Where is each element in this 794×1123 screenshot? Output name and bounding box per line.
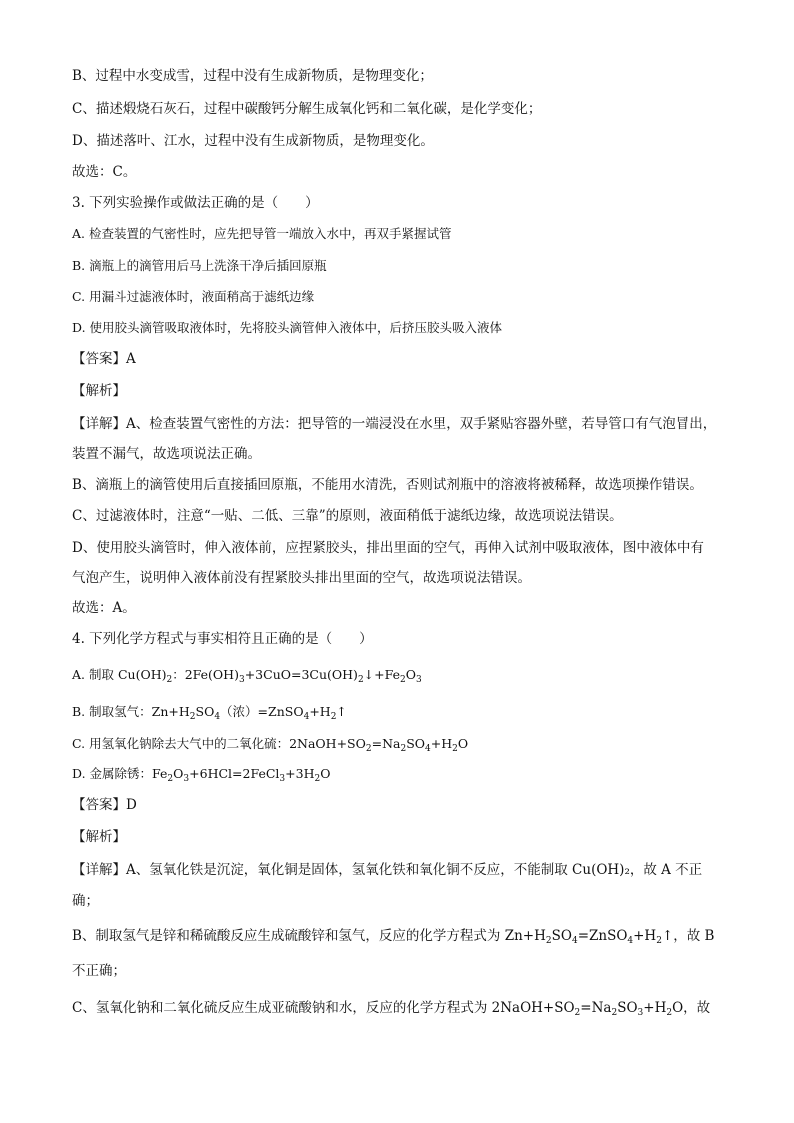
- detail-text: ，故: [683, 1000, 711, 1016]
- detail-line: C、过滤液体时，注意“一贴、二低、三靠”的原则，液面稍低于滤纸边缘，故选项说法错误。: [72, 508, 623, 524]
- text-line: 故选：C。: [72, 164, 137, 180]
- answer-value: D: [126, 797, 137, 813]
- option-text: D. 金属除锈：: [72, 766, 153, 781]
- option-a: A. 检查装置的气密性时，应先把导管一端放入水中，再双手紧握试管: [72, 226, 452, 241]
- detail-line: 气泡产生，说明伸入液体前没有捏紧胶头排出里面的空气，故选项说法错误。: [72, 570, 531, 586]
- detail-line: B、制取氢气是锌和稀硫酸反应生成硫酸锌和氢气，反应的化学方程式为 $Zn+H_2SO_4=ZnSO_4+H_2↑$，故 B: [72, 928, 715, 946]
- answer-line: [72, 349, 136, 369]
- option-text: B. 制取氢气：: [72, 704, 152, 719]
- option-a: A. 制取 $Cu(OH)_2$：$2Fe(OH)_3+3CuO=3Cu(OH)_2↓+Fe_2O_3$: [72, 667, 422, 685]
- detail-line: 【详解】A、检查装置气密性的方法：把导管的一端浸没在水里，双手紧贴容器外壁，若导管口有气泡冒出，: [72, 416, 717, 432]
- detail-line: 确；: [72, 893, 99, 909]
- answer-label: 【答案】: [72, 797, 126, 813]
- text-line: B、过程中水变成雪，过程中没有生成新物质，是物理变化；: [72, 68, 433, 84]
- detail-line: D、使用胶头滴管时，伸入液体前，应捏紧胶头，排出里面的空气，再伸入试剂中吸取液体，图中液体中有: [72, 540, 704, 556]
- analysis-label: 【解析】: [72, 829, 126, 845]
- answer-label: 【答案】: [72, 351, 126, 367]
- option-text: （浓）=: [220, 704, 269, 719]
- answer-value: A: [126, 351, 136, 367]
- detail-line: C、氢氧化钠和二氧化硫反应生成亚硫酸钠和水，反应的化学方程式为 $2NaOH+SO_2=Na_2SO_3+H_2O$，故: [72, 1000, 711, 1018]
- answer-line: [72, 795, 137, 815]
- detail-text: B、制取氢气是锌和稀硫酸反应生成硫酸锌和氢气，反应的化学方程式为: [72, 928, 505, 944]
- question-3: 3. 下列实验操作或做法正确的是（ ）: [72, 195, 319, 211]
- text-line: C、描述煅烧石灰石，过程中碳酸钙分解生成氧化钙和二氧化碳，是化学变化；: [72, 101, 542, 117]
- option-text: C. 用氢氧化钠除去大气中的二氧化硫：: [72, 736, 290, 751]
- detail-line: 装置不漏气，故选项说法正确。: [72, 446, 261, 462]
- analysis-label: 【解析】: [72, 383, 126, 399]
- option-c: C. 用氢氧化钠除去大气中的二氧化硫：$2NaOH+SO_2=Na_2SO_4+H_2O$: [72, 736, 469, 754]
- option-d: D. 使用胶头滴管吸取液体时，先将胶头滴管伸入液体中，后挤压胶头吸入液体: [72, 320, 503, 335]
- text-line: D、描述落叶、江水，过程中没有生成新物质，是物理变化。: [72, 133, 434, 149]
- detail-line: 不正确；: [72, 963, 126, 979]
- detail-text: ，故 B: [673, 928, 715, 944]
- option-c: C. 用漏斗过滤液体时，液面稍高于滤纸边缘: [72, 289, 315, 304]
- question-4: 4. 下列化学方程式与事实相符且正确的是（ ）: [72, 631, 373, 647]
- detail-line: 【详解】A、氢氧化铁是沉淀，氧化铜是固体，氢氧化铁和氧化铜不反应，不能制取 Cu(OH)₂，故 A 不正: [72, 862, 703, 878]
- option-text: A. 制取: [72, 667, 118, 682]
- option-d: D. 金属除锈：$Fe_2O_3+6HCl=2FeCl_3+3H_2O$: [72, 766, 331, 784]
- detail-text: C、氢氧化钠和二氧化硫反应生成亚硫酸钠和水，反应的化学方程式为: [72, 1000, 492, 1016]
- option-b: B. 制取氢气：$Zn+H_2SO_4$（浓）$=ZnSO_4+H_2↑$: [72, 704, 347, 722]
- detail-line: B、滴瓶上的滴管使用后直接插回原瓶，不能用水清洗，否则试剂瓶中的溶液将被稀释，故选项操作错误。: [72, 477, 703, 493]
- option-b: B. 滴瓶上的滴管用后马上洗涤干净后插回原瓶: [72, 258, 327, 273]
- select-line: 故选：A。: [72, 600, 136, 616]
